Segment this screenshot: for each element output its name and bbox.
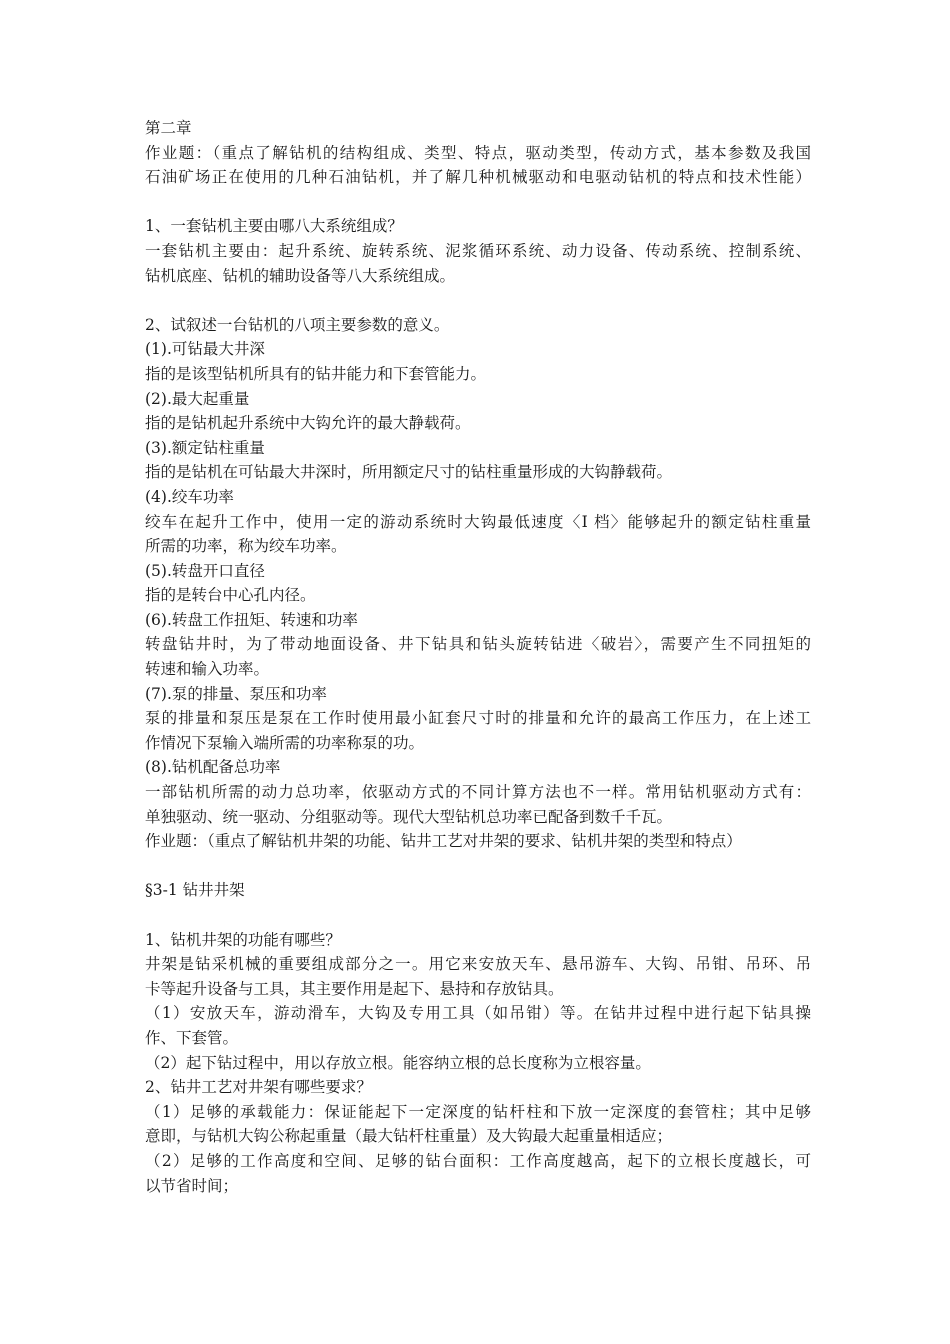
text-line: 转速和输入功率。 (145, 660, 270, 679)
blank-line (145, 903, 811, 928)
text-line: (7).泵的排量、泵压和功率 (145, 684, 327, 703)
blank-line (145, 288, 811, 313)
text-line: 一部钻机所需的动力总功率，依驱动方式的不同计算方法也不一样。常用钻机驱动方式有： (145, 783, 811, 802)
text-line: §3-1 钻井井架 (145, 881, 245, 900)
text-line: 卡等起升设备与工具，其主要作用是起下、悬持和存放钻具。 (145, 979, 564, 998)
text-line: 意即，与钻机大钩公称起重量（最大钻杆柱重量）及大钩最大起重量相适应； (145, 1127, 673, 1146)
text-line: (1).可钻最大井深 (145, 340, 265, 359)
text-line: 泵的排量和泵压是泵在工作时使用最小缸套尺寸时的排量和允许的最高工作压力，在上述工 (145, 709, 811, 728)
text-line: (6).转盘工作扭矩、转速和功率 (145, 610, 358, 629)
text-line: 2、钻井工艺对井架有哪些要求？ (145, 1078, 372, 1097)
text-line: 所需的功率，称为绞车功率。 (145, 537, 347, 556)
text-line: (2).最大起重量 (145, 389, 250, 408)
text-line: 作情况下泵输入端所需的功率称泵的功。 (145, 733, 425, 752)
text-line: 单独驱动、统一驱动、分组驱动等。现代大型钻机总功率已配备到数千千瓦。 (145, 807, 673, 826)
text-line: 第二章 (145, 119, 192, 137)
text-line: 指的是转台中心孔内径。 (145, 586, 316, 605)
text-line: 石油矿场正在使用的几种石油钻机，并了解几种机械驱动和电驱动钻机的特点和技术性能） (145, 168, 811, 187)
text-line: (5).转盘开口直径 (145, 561, 265, 580)
text-line: (8).钻机配备总功率 (145, 758, 281, 777)
text-line: （1）足够的承载能力：保证能起下一定深度的钻杆柱和下放一定深度的套管柱；其中足够 (145, 1102, 811, 1121)
text-line: （2）足够的工作高度和空间、足够的钻台面积：工作高度越高，起下的立根长度越长，可 (145, 1151, 811, 1170)
text-line: 1、钻机井架的功能有哪些？ (145, 930, 341, 949)
text-line: (3).额定钻柱重量 (145, 438, 265, 457)
text-line: 作业题：（重点了解钻机井架的功能、钻井工艺对井架的要求、钻机井架的类型和特点） (145, 832, 742, 851)
text-line: 2、试叙述一台钻机的八项主要参数的意义。 (145, 315, 450, 334)
blank-line (145, 190, 811, 215)
text-line: （1）安放天车，游动滑车，大钩及专用工具（如吊钳）等。在钻井过程中进行起下钻具操 (145, 1004, 811, 1023)
text-line: 1、一套钻机主要由哪八大系统组成？ (145, 217, 403, 236)
text-line: 指的是钻机起升系统中大钩允许的最大静载荷。 (145, 414, 471, 433)
text-line: 一套钻机主要由：起升系统、旋转系统、泥浆循环系统、动力设备、传动系统、控制系统、 (145, 241, 811, 260)
text-line: (4).绞车功率 (145, 487, 234, 506)
text-line: 作业题：（重点了解钻机的结构组成、类型、特点，驱动类型，传动方式，基本参数及我国 (145, 143, 811, 162)
text-line: 转盘钻井时，为了带动地面设备、井下钻具和钻头旋转钻进〈破岩〉，需要产生不同扭矩的 (145, 635, 811, 654)
document-body (145, 116, 811, 1198)
text-line: 指的是该型钻机所具有的钻井能力和下套管能力。 (145, 364, 487, 383)
text-line: 指的是钻机在可钻最大井深时，所用额定尺寸的钻柱重量形成的大钩静载荷。 (145, 463, 673, 482)
blank-line (145, 854, 811, 879)
text-line: 作、下套管。 (145, 1028, 239, 1047)
text-line: （2）起下钻过程中，用以存放立根。能容纳立根的总长度称为立根容量。 (145, 1053, 651, 1072)
text-line: 绞车在起升工作中，使用一定的游动系统时大钩最低速度〈I 档〉能够起升的额定钻柱重量 (145, 512, 811, 531)
text-line: 井架是钻采机械的重要组成部分之一。用它来安放天车、悬吊游车、大钩、吊钳、吊环、吊 (145, 955, 811, 974)
text-line: 钻机底座、钻机的辅助设备等八大系统组成。 (145, 266, 456, 285)
text-line: 以节省时间； (145, 1176, 239, 1195)
